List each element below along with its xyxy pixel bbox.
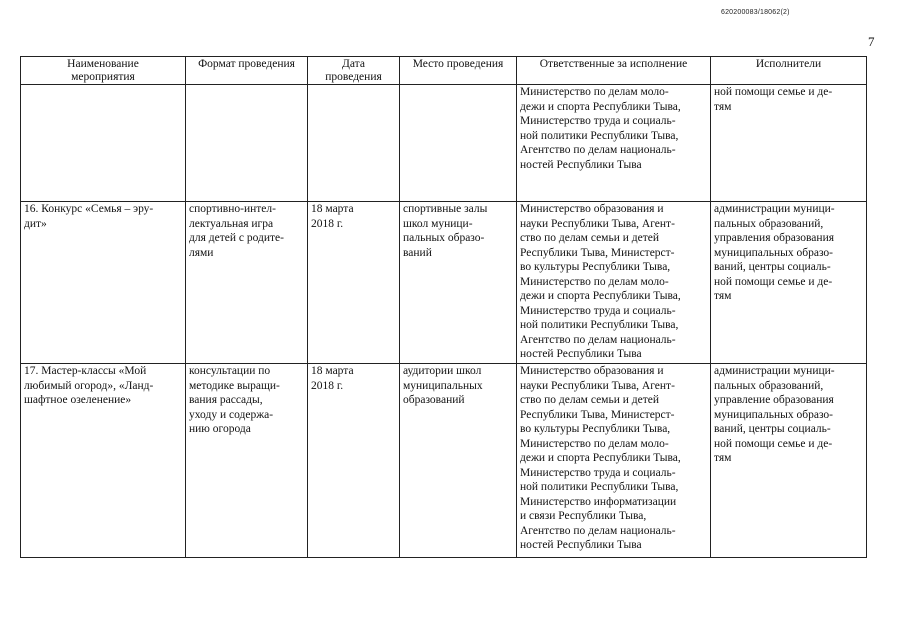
cell-place (400, 85, 517, 202)
table-row (21, 85, 867, 202)
cell-executors: администрации муници- пальных образований, управления образования муниципальных образо- ваний, центры социаль- ной помощи семье и де- тям (711, 202, 867, 364)
column-header-responsible: Ответственные за исполнение (517, 57, 711, 85)
cell-place: аудитории школ муниципальных образований (400, 364, 517, 558)
cell-executors: ной помощи семье и де- тям (711, 85, 867, 202)
cell-name: 17. Мастер-классы «Мой любимый огород», «Ланд- шафтное озеленение» (21, 364, 186, 558)
cell-format (186, 85, 308, 202)
cell-date: 18 марта 2018 г. (308, 364, 400, 558)
events-table (20, 56, 867, 558)
column-header-name: Наименование мероприятия (21, 57, 186, 85)
cell-place: спортивные залы школ муници- пальных образо- ваний (400, 202, 517, 364)
cell-responsible: Министерство по делам моло- дежи и спорта Республики Тыва, Министерство труда и социаль- ной политики Республики Тыва, Агентство по делам националь- ностей Республики Тыва (517, 85, 711, 202)
table-row (21, 202, 867, 364)
page-number: 7 (868, 34, 875, 49)
column-header-place: Место проведения (400, 57, 517, 85)
cell-executors: администрации муници- пальных образований, управление образования муниципальных образо- ваний, центры социаль- ной помощи семье и де- тям (711, 364, 867, 558)
cell-name (21, 85, 186, 202)
document-code: 620200083/18062(2) (721, 9, 790, 16)
column-header-executors: Исполнители (711, 57, 867, 85)
cell-name: 16. Конкурс «Семья – эру- дит» (21, 202, 186, 364)
cell-format: консультации по методике выращи- вания рассады, уходу и содержа- нию огорода (186, 364, 308, 558)
table-header-row (21, 57, 867, 85)
cell-responsible: Министерство образования и науки Республики Тыва, Агент- ство по делам семьи и детей Республики Тыва, Министерст- во культуры Республики Тыва, Министерство по делам моло- дежи и спорта Республики Тыва, Министерство труда и социаль- ной политики Республики Тыва, Агентство по делам националь- ностей Республики Тыва (517, 202, 711, 364)
column-header-format: Формат проведения (186, 57, 308, 85)
column-header-date: Дата проведения (308, 57, 400, 85)
cell-responsible: Министерство образования и науки Республики Тыва, Агент- ство по делам семьи и детей Республики Тыва, Министерст- во культуры Республики Тыва, Министерство по делам моло- дежи и спорта Республики Тыва, Министерство труда и социаль- ной политики Республики Тыва, Министерство информатизации и связи Республики Тыва, Агентство по делам националь- ностей Республики Тыва (517, 364, 711, 558)
cell-format: спортивно-интел- лектуальная игра для детей с родите- лями (186, 202, 308, 364)
cell-date (308, 85, 400, 202)
cell-date: 18 марта 2018 г. (308, 202, 400, 364)
table-row (21, 364, 867, 558)
